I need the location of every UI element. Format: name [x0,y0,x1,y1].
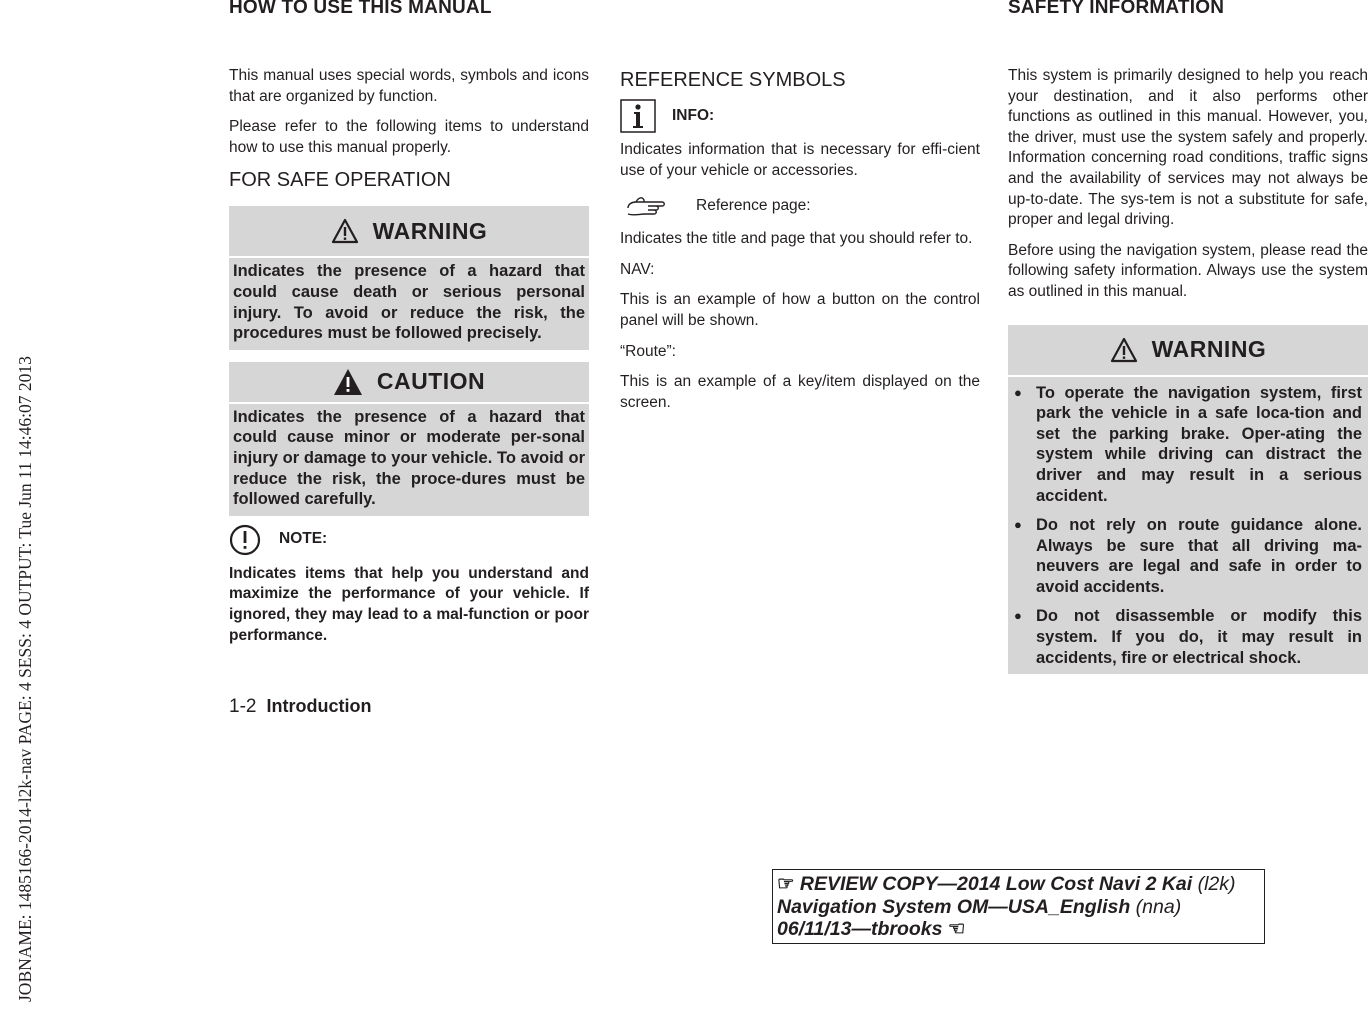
note-label: NOTE: [279,530,328,548]
caution-box-header [229,362,589,402]
nav-label: NAV: [620,260,655,278]
caution-box-text: Indicates the presence of a hazard that could cause minor or moderate per-sonal injury or damage to your vehicle. To avoid or reduce the risk, the proce-dures must be followed carefully. [229,402,589,516]
reference-page-text: Indicates the title and page that you should refer to. [620,230,973,248]
reference-page-label: Reference page: [696,196,811,214]
intro-paragraph: Please refer to the following items to understand how to use this manual properly. [229,118,589,156]
pointing-hand-icon: ☞ [777,873,795,895]
list-item: ● Do not disassemble or modify this system. If you do, it may result in accidents, fire or electrical shock. [1012,606,1362,668]
section-title: FOR SAFE OPERATION [229,169,451,192]
note-heading [229,522,589,558]
warning-box-text [1008,375,1368,675]
page-footer [229,696,371,718]
note-text: Indicates items that help you understand and maximize the performance of your vehicle. If ignored, they may lead to a mal-function or poor performance. [229,564,589,644]
pointing-hand-left-icon: ☜ [947,918,966,940]
header-right: SAFETY INFORMATION [1008,0,1225,18]
reference-page-heading [626,191,980,221]
safety-paragraph: This system is primarily designed to help you reach your destination, and it also performs other functions as outlined in this manual. However, you, the driver, must use the system safely and properly. Information concerning road conditions, traffic signs and the availability of services may not always be up-to-date. The sys-tem is not a substitute for safe, proper and legal driving. [1008,67,1368,229]
info-icon [620,99,656,133]
review-date: 06/11/13—tbrooks [777,918,943,940]
column-reference-symbols [620,66,980,423]
warning-box-header [229,206,589,256]
list-item: ● To operate the navigation system, first park the vehicle in a safe loca-tion and set the parking brake. Oper-ating the system while driving can distract the driver and may result in a serious accident. [1012,383,1362,507]
list-item: ● Do not rely on route guidance alone. Always be sure that all driving ma-neuvers are legal and safe in order to avoid accidents. [1012,515,1362,597]
info-text: Indicates information that is necessary for effi-cient use of your vehicle or accessories. [620,141,980,179]
caution-triangle-icon [333,368,363,396]
warning-box-text: Indicates the presence of a hazard that could cause death or serious personal injury. To avoid or reduce the risk, the procedures must be followed precisely. [229,256,589,349]
review-label: REVIEW COPY—2014 Low Cost Navi 2 Kai [799,873,1193,895]
warning-triangle-icon [331,218,359,244]
warning-bullet-list [1012,383,1362,669]
review-line-3 [777,918,1260,941]
review-line-1 [777,873,1260,896]
review-code: (nna) [1135,895,1182,918]
jobname-text: JOBNAME: 1485166-2014-l2k-nav PAGE: 4 SESS: 4 OUTPUT: Tue Jun 11 14:46:07 2013 [15,356,35,1002]
warning-triangle-icon [1110,337,1138,363]
warning-box-header [1008,325,1368,375]
safety-paragraph: Before using the navigation system, please read the following safety information. Always use the system as outlined in this manual. [1008,241,1368,300]
info-label: INFO: [672,106,715,124]
review-copy-box [772,869,1265,944]
column-safety-information [1008,66,1368,674]
section-title: REFERENCE SYMBOLS [620,69,846,91]
route-label: “Route”: [620,342,676,360]
caution-title: CAUTION [376,368,486,395]
review-code: (l2k) [1197,873,1236,895]
note-circle-icon [229,524,261,556]
review-product: Navigation System OM—USA_English [777,895,1131,918]
review-line-2 [777,896,1260,919]
header-left: HOW TO USE THIS MANUAL [229,0,492,18]
jobname-margin [0,0,35,1021]
page-number: 1-2 [229,696,257,717]
warning-title: WARNING [1151,336,1267,363]
pointing-hand-icon [626,194,670,218]
footer-section: Introduction [266,696,372,716]
route-text: This is an example of a key/item displayed on the screen. [620,373,980,411]
column-how-to-use [229,66,589,646]
intro-paragraph: This manual uses special words, symbols and icons that are organized by function. [229,67,589,105]
nav-text: This is an example of how a button on the control panel will be shown. [620,291,980,329]
info-heading [620,98,980,134]
warning-title: WARNING [372,218,488,245]
